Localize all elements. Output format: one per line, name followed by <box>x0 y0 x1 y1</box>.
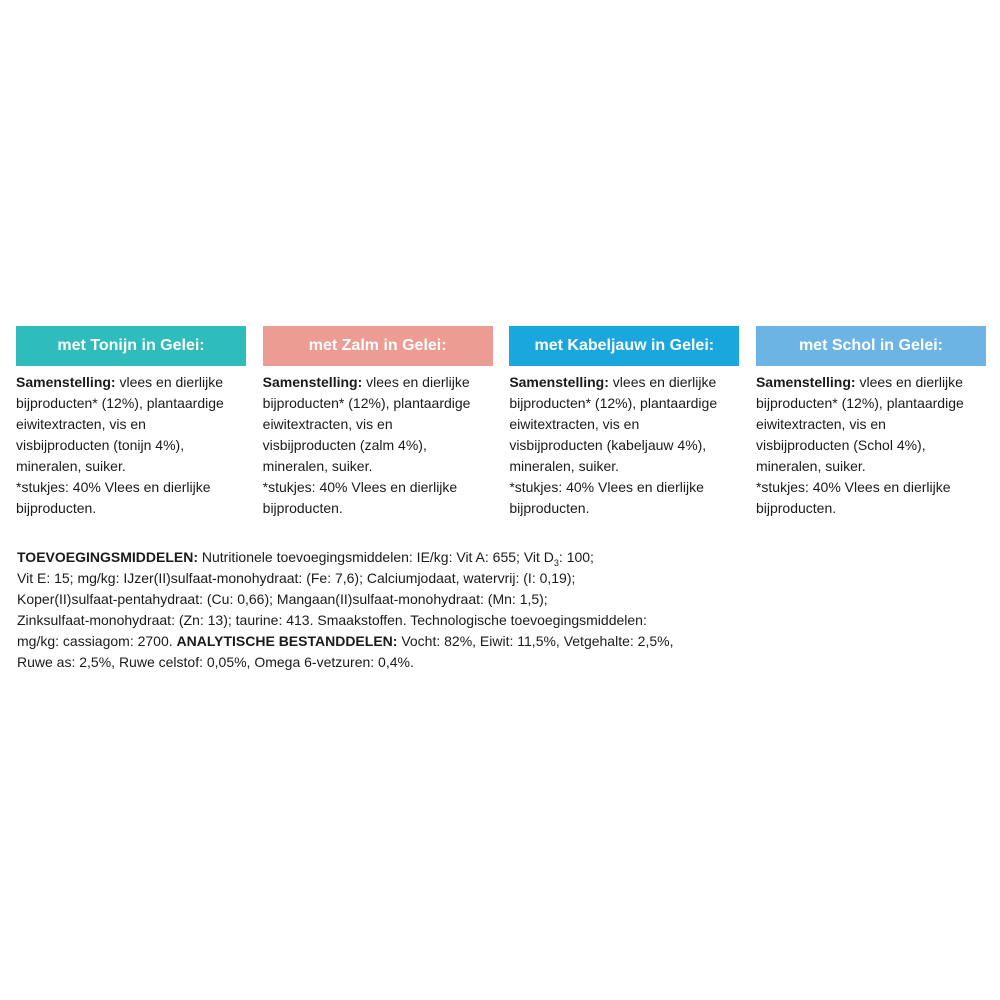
composition-line: mineralen, suiker. <box>16 458 126 474</box>
composition-line: *stukjes: 40% Vlees en dierlijke <box>262 479 458 495</box>
composition-label: Samenstelling: <box>262 374 363 390</box>
product-header-kabeljauw: met Kabeljauw in Gelei: <box>509 326 739 366</box>
product-composition-zalm <box>263 372 493 519</box>
composition-line: eiwitextracten, vis en <box>755 416 886 432</box>
additives-label: TOEVOEGINGSMIDDELEN: <box>17 549 198 565</box>
composition-label: Samenstelling: <box>16 374 116 390</box>
composition-line <box>263 372 493 393</box>
composition-line: bijproducten* (12%), plantaardige <box>16 395 224 411</box>
composition-line: bijproducten* (12%), plantaardige <box>509 395 718 411</box>
composition-line <box>16 372 246 393</box>
composition-text: vlees en dierlijke <box>608 374 717 390</box>
composition-line: visbijproducten (kabeljauw 4%), <box>509 437 707 453</box>
composition-line: visbijproducten (Schol 4%), <box>755 437 926 453</box>
product-header-schol: met Schol in Gelei: <box>756 326 986 366</box>
additives-line: Vit E: 15; mg/kg: IJzer(II)sulfaat-monohydraat: (Fe: 7,6); Calciumjodaat, watervrij: (I: 0,19); <box>17 570 576 586</box>
composition-line: eiwitextracten, vis en <box>509 416 640 432</box>
composition-line: visbijproducten (tonijn 4%), <box>16 437 185 453</box>
composition-line: mineralen, suiker. <box>755 458 866 474</box>
composition-label: Samenstelling: <box>509 374 609 390</box>
composition-line: mineralen, suiker. <box>262 458 373 474</box>
product-composition-kabeljauw <box>509 372 739 519</box>
composition-line: bijproducten* (12%), plantaardige <box>755 395 964 411</box>
additives-text: mg/kg: cassiagom: 2700. <box>17 633 177 649</box>
composition-line: mineralen, suiker. <box>509 458 620 474</box>
vitamin-d-subscript: 3 <box>553 557 559 568</box>
product-composition-schol <box>756 372 986 519</box>
composition-text: vlees en dierlijke <box>855 374 963 390</box>
additives-line: Ruwe as: 2,5%, Ruwe celstof: 0,05%, Omega 6-vetzuren: 0,4%. <box>17 654 414 670</box>
additives-line <box>17 631 692 652</box>
composition-line: bijproducten. <box>16 500 97 516</box>
composition-line: bijproducten. <box>509 500 590 516</box>
product-header-tonijn: met Tonijn in Gelei: <box>16 326 246 366</box>
composition-line: bijproducten* (12%), plantaardige <box>262 395 471 411</box>
composition-line <box>756 372 986 393</box>
additives-line <box>17 547 692 568</box>
product-tonijn <box>16 326 246 519</box>
analytical-label: ANALYTISCHE BESTANDDELEN: <box>176 633 398 649</box>
composition-line: *stukjes: 40% Vlees en dierlijke <box>509 479 704 495</box>
composition-text: vlees en dierlijke <box>362 374 470 390</box>
product-header-zalm: met Zalm in Gelei: <box>263 326 493 366</box>
product-variants <box>16 326 986 519</box>
composition-line: eiwitextracten, vis en <box>262 416 393 432</box>
composition-text: vlees en dierlijke <box>115 374 223 390</box>
additives-text: Nutritionele toevoegingsmiddelen: IE/kg: Vit A: 655; Vit D <box>197 549 554 565</box>
product-zalm <box>263 326 493 519</box>
composition-line: eiwitextracten, vis en <box>16 416 146 432</box>
additives-line: Zinksulfaat-monohydraat: (Zn: 13); taurine: 413. Smaakstoffen. Technologische toevoegingsmiddelen: <box>17 612 647 628</box>
composition-label: Samenstelling: <box>755 374 856 390</box>
product-schol <box>756 326 986 519</box>
composition-line: bijproducten. <box>262 500 343 516</box>
composition-line: visbijproducten (zalm 4%), <box>262 437 427 453</box>
additives-section <box>17 547 692 673</box>
product-composition-tonijn <box>16 372 246 519</box>
additives-text: : 100; <box>558 549 594 565</box>
product-kabeljauw <box>509 326 739 519</box>
composition-line <box>509 372 739 393</box>
additives-line: Koper(II)sulfaat-pentahydraat: (Cu: 0,66); Mangaan(II)sulfaat-monohydraat: (Mn: 1,5); <box>17 591 548 607</box>
additives-text: Vocht: 82%, Eiwit: 11,5%, Vetgehalte: 2,5%, <box>397 633 674 649</box>
composition-line: *stukjes: 40% Vlees en dierlijke <box>755 479 951 495</box>
composition-line: *stukjes: 40% Vlees en dierlijke <box>16 479 211 495</box>
composition-line: bijproducten. <box>755 500 837 516</box>
